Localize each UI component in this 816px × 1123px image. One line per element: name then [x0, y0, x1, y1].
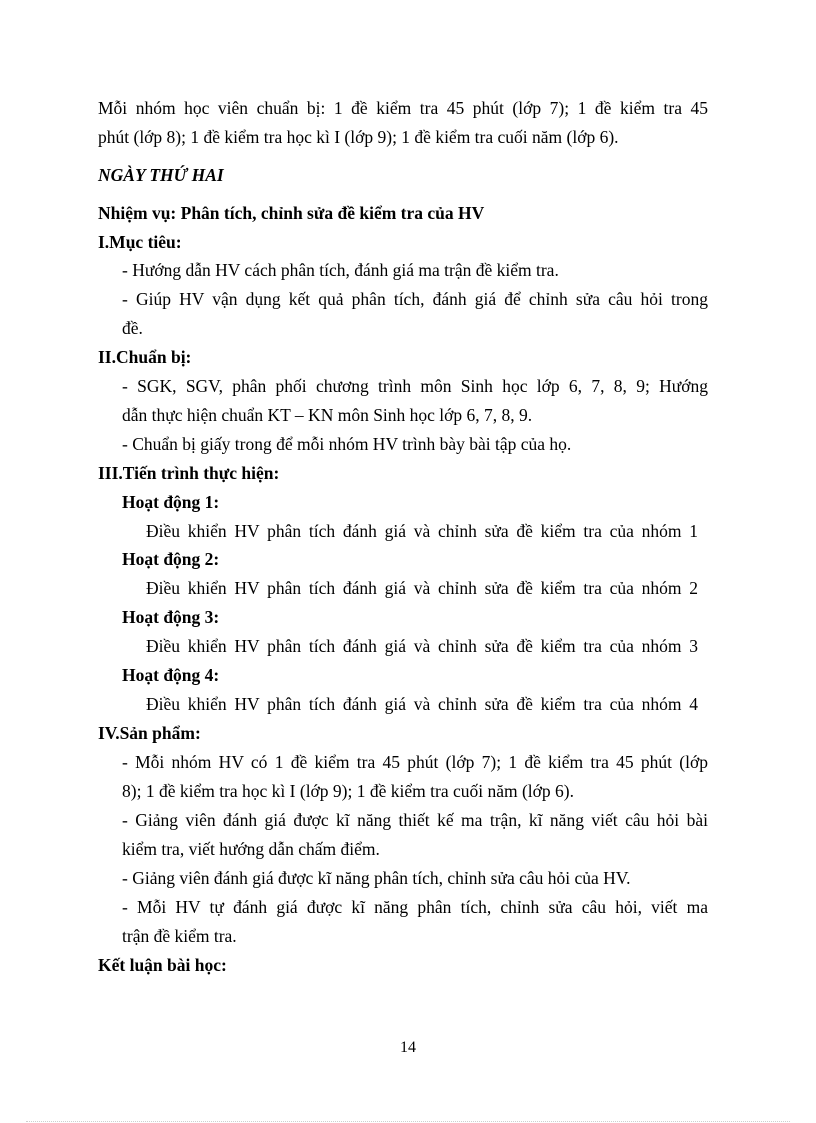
intro-line-2: phút (lớp 8); 1 đề kiểm tra học kì I (lớp 9); 1 đề kiểm tra cuối năm (lớp 6). [98, 127, 619, 147]
section-3-heading: III.Tiến trình thực hiện: [98, 463, 280, 483]
page-border [26, 1121, 790, 1122]
activity-4-text: Điều khiển HV phân tích đánh giá và chỉnh sửa đề kiểm tra của nhóm 4 [146, 694, 698, 714]
task-heading: Nhiệm vụ: Phân tích, chỉnh sửa đề kiểm tra của HV [98, 203, 485, 223]
day-heading: NGÀY THỨ HAI [98, 165, 224, 185]
section-4-item-2-line-2: kiểm tra, viết hướng dẫn chấm điểm. [122, 839, 380, 859]
section-2-item-1-line-2: dẫn thực hiện chuẩn KT – KN môn Sinh học lớp 6, 7, 8, 9. [122, 405, 533, 425]
intro-line-1: Mỗi nhóm học viên chuẩn bị: 1 đề kiểm tra 45 phút (lớp 7); 1 đề kiểm tra 45 [98, 98, 708, 118]
section-4-item-1-line-2: 8); 1 đề kiểm tra học kì I (lớp 9); 1 đề kiểm tra cuối năm (lớp 6). [122, 781, 574, 801]
activity-3-text: Điều khiển HV phân tích đánh giá và chỉnh sửa đề kiểm tra của nhóm 3 [146, 636, 698, 656]
section-4-item-1-line-1: - Mỗi nhóm HV có 1 đề kiểm tra 45 phút (lớp 7); 1 đề kiểm tra 45 phút (lớp [122, 752, 708, 772]
section-4-item-3: - Giảng viên đánh giá được kĩ năng phân tích, chỉnh sửa câu hỏi của HV. [122, 868, 631, 888]
section-4-item-4-line-2: trận đề kiểm tra. [122, 926, 237, 946]
activity-2-text: Điều khiển HV phân tích đánh giá và chỉnh sửa đề kiểm tra của nhóm 2 [146, 578, 698, 598]
activity-1-title: Hoạt động 1: [122, 492, 220, 512]
section-4-item-4-line-1: - Mỗi HV tự đánh giá được kĩ năng phân tích, chỉnh sửa câu hỏi, viết ma [122, 897, 708, 917]
section-2-item-2: - Chuẩn bị giấy trong để mỗi nhóm HV trình bày bài tập của họ. [122, 434, 572, 454]
section-1-item-2-line-1: - Giúp HV vận dụng kết quả phân tích, đánh giá để chỉnh sửa câu hỏi trong [122, 289, 708, 309]
section-2-item-1-line-1: - SGK, SGV, phân phối chương trình môn Sinh học lớp 6, 7, 8, 9; Hướng [122, 376, 708, 396]
page-number: 14 [400, 1039, 416, 1056]
activity-1-text: Điều khiển HV phân tích đánh giá và chỉnh sửa đề kiểm tra của nhóm 1 [146, 521, 698, 541]
section-4-heading: IV.Sản phẩm: [98, 723, 201, 743]
section-2-heading: II.Chuẩn bị: [98, 347, 192, 367]
section-4-item-2-line-1: - Giảng viên đánh giá được kĩ năng thiết kế ma trận, kĩ năng viết câu hỏi bài [122, 810, 708, 830]
activity-3-title: Hoạt động 3: [122, 607, 220, 627]
activity-2-title: Hoạt động 2: [122, 549, 220, 569]
section-1-item-1: - Hướng dẫn HV cách phân tích, đánh giá ma trận đề kiểm tra. [122, 260, 559, 280]
section-1-heading: I.Mục tiêu: [98, 232, 182, 252]
section-1-item-2-line-2: đề. [122, 318, 143, 338]
conclusion-heading: Kết luận bài học: [98, 955, 227, 975]
activity-4-title: Hoạt động 4: [122, 665, 220, 685]
